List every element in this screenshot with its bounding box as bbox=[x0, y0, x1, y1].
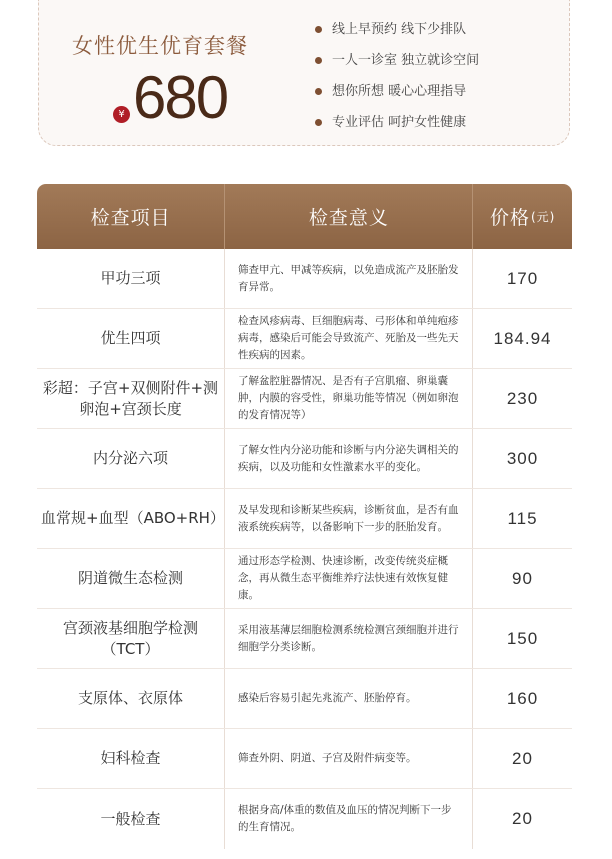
item-name: 彩超：子宫+双侧附件+测卵泡+宫颈长度 bbox=[37, 369, 225, 428]
item-name: 甲功三项 bbox=[37, 249, 225, 308]
feature-item bbox=[312, 80, 479, 104]
table-row bbox=[37, 729, 572, 789]
feature-item bbox=[312, 111, 479, 135]
item-price: 230 bbox=[506, 388, 539, 408]
header-price-label: 价格 bbox=[489, 207, 530, 229]
item-name: 妇科检查 bbox=[37, 729, 225, 788]
item-name: 一般检查 bbox=[37, 789, 225, 849]
feature-item bbox=[312, 49, 479, 73]
item-name: 宫颈液基细胞学检测（TCT） bbox=[37, 609, 225, 668]
item-price: 160 bbox=[506, 688, 539, 708]
table-row bbox=[37, 789, 572, 849]
item-description: 了解盆腔脏器情况、是否有子宫肌瘤、卵巢囊肿，内膜的容受性，卵巢功能等情况（例如卵泡的发育情况等） bbox=[225, 369, 473, 428]
exam-items-table bbox=[37, 184, 572, 849]
item-price: 115 bbox=[507, 508, 538, 528]
package-title: 女性优生优育套餐 bbox=[72, 34, 248, 58]
table-row bbox=[37, 429, 572, 489]
item-description: 感染后容易引起先兆流产、胚胎停育。 bbox=[225, 669, 473, 728]
item-description: 筛查外阴、阴道、子宫及附件病变等。 bbox=[225, 729, 473, 788]
feature-text: 线上早预约 线下少排队 bbox=[332, 22, 467, 37]
item-description: 检查风疹病毒、巨细胞病毒、弓形体和单纯疱疹病毒，感染后可能会导致流产、死胎及一些先天性疾病的因素。 bbox=[225, 309, 473, 368]
bullet-dot-icon bbox=[315, 26, 322, 33]
table-row bbox=[37, 249, 572, 309]
currency-icon: ¥ bbox=[113, 106, 130, 123]
feature-list bbox=[312, 18, 479, 142]
item-price: 300 bbox=[506, 448, 539, 468]
item-description: 采用液基薄层细胞检测系统检测宫颈细胞并进行细胞学分类诊断。 bbox=[225, 609, 473, 668]
header-price-unit: (元) bbox=[531, 210, 556, 224]
table-row bbox=[37, 549, 572, 609]
header-item: 检查项目 bbox=[37, 184, 225, 249]
table-row bbox=[37, 309, 572, 369]
package-price: 680 bbox=[133, 64, 228, 131]
package-summary-card bbox=[38, 0, 570, 146]
table-row bbox=[37, 609, 572, 669]
bullet-dot-icon bbox=[315, 57, 322, 64]
item-name: 内分泌六项 bbox=[37, 429, 225, 488]
item-price: 20 bbox=[512, 748, 533, 768]
feature-text: 专业评估 呵护女性健康 bbox=[332, 115, 467, 130]
bullet-dot-icon bbox=[315, 119, 322, 126]
table-header bbox=[37, 184, 572, 249]
table-row bbox=[37, 669, 572, 729]
item-price: 150 bbox=[506, 628, 539, 648]
item-description: 及早发现和诊断某些疾病，诊断贫血，是否有血液系统疾病等，以备影响下一步的胚胎发育。 bbox=[225, 489, 473, 548]
bullet-dot-icon bbox=[315, 88, 322, 95]
feature-item bbox=[312, 18, 479, 42]
item-price: 90 bbox=[512, 568, 533, 588]
table-row bbox=[37, 369, 572, 429]
item-name: 支原体、衣原体 bbox=[37, 669, 225, 728]
item-description: 了解女性内分泌功能和诊断与内分泌失调相关的疾病，以及功能和女性激素水平的变化。 bbox=[225, 429, 473, 488]
header-price bbox=[473, 184, 572, 249]
item-name: 阴道微生态检测 bbox=[37, 549, 225, 608]
header-meaning: 检查意义 bbox=[225, 184, 473, 249]
table-row bbox=[37, 489, 572, 549]
item-name: 血常规+血型（ABO+RH） bbox=[37, 489, 225, 548]
item-price: 184.94 bbox=[493, 328, 552, 348]
feature-text: 想你所想 暖心心理指导 bbox=[332, 84, 467, 99]
item-name: 优生四项 bbox=[37, 309, 225, 368]
feature-text: 一人一诊室 独立就诊空间 bbox=[332, 53, 480, 68]
item-price: 170 bbox=[506, 268, 539, 288]
item-description: 通过形态学检测、快速诊断，改变传统炎症概念，再从微生态平衡维养疗法快速有效恢复健康。 bbox=[225, 549, 473, 608]
item-description: 筛查甲亢、甲减等疾病，以免造成流产及胚胎发育异常。 bbox=[225, 249, 473, 308]
item-price: 20 bbox=[512, 809, 533, 828]
item-description: 根据身高/体重的数值及血压的情况判断下一步的生育情况。 bbox=[225, 789, 473, 849]
